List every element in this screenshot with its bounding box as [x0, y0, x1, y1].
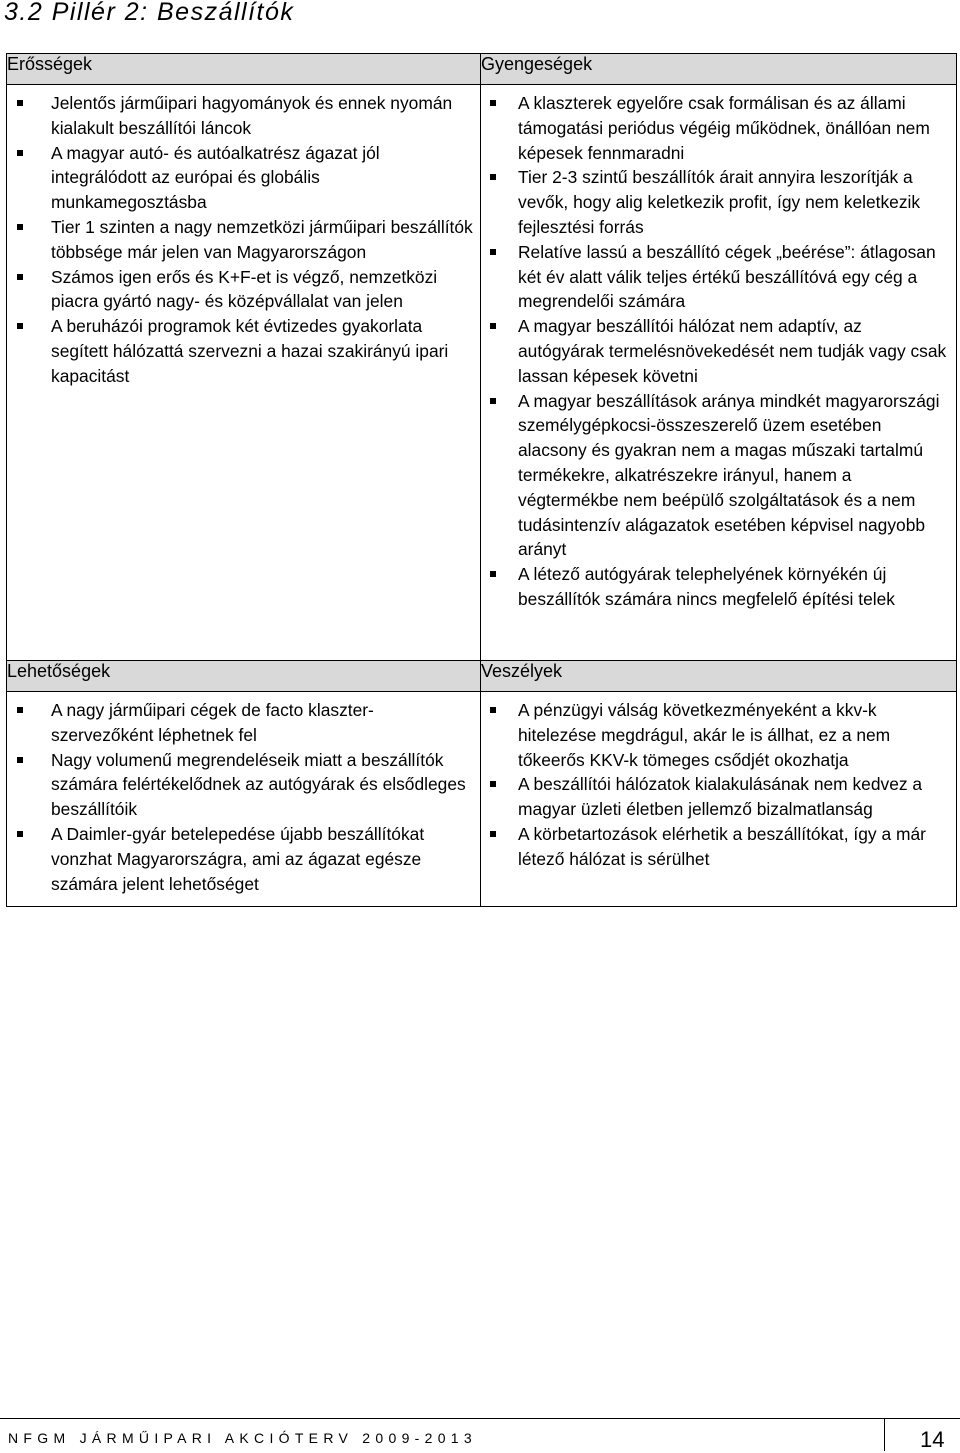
strengths-header [7, 54, 481, 85]
strength-text: A beruházói programok két évtizedes gyakorlata segített hálózattá szervezni a hazai szakirányú ipari kapacitást [51, 316, 449, 386]
bullet-icon [17, 150, 23, 156]
list-item [7, 91, 474, 141]
bullet-icon [490, 100, 496, 106]
list-item [7, 822, 474, 896]
opportunities-cell [7, 692, 481, 907]
threats-list [481, 692, 956, 872]
weakness-text: A létező autógyárak telephelyének környékén új beszállítók számára nincs megfelelő építési telek [518, 564, 895, 609]
bullet-icon [490, 398, 496, 404]
bullet-icon [490, 707, 496, 713]
opportunity-text: A nagy járműipari cégek de facto klaszter-szervezőként léphetnek fel [51, 700, 374, 745]
bullet-icon [490, 781, 496, 787]
list-item [7, 698, 474, 748]
page-number: 14 [920, 1427, 945, 1452]
bullet-icon [17, 323, 23, 329]
opportunities-title: Lehetőségek [7, 661, 111, 681]
list-item [481, 389, 950, 563]
list-item [481, 822, 950, 872]
list-item [7, 314, 474, 388]
weakness-text: Relatíve lassú a beszállító cégek „beérése”: átlagosan két év alatt válik teljes értékű beszállítóvá egy cég a megrendelői számára [518, 241, 936, 312]
strength-text: Tier 1 szinten a nagy nemzetközi járműipari beszállítók többsége már jelen van Magyarországon [51, 216, 473, 262]
bullet-icon [490, 571, 496, 577]
weakness-text: A magyar beszállítások aránya mindkét magyarországi személygépkocsi-összeszerelő üzem esetében alacsony és gyakran nem a magas műszaki tartalmú termékekre, alkatrészekre irányul, hanem a végtermékbe nem beépülő szolgáltatások és a nem tudásintenzív alágazatok esetében képvisel nagyobb arányt [518, 390, 940, 560]
section-title: 3.2 Pillér 2: Beszállítók [4, 0, 295, 26]
opportunity-text: A Daimler-gyár betelepedése újabb beszállítókat vonzhat Magyarországra, ami az ágazat egésze számára jelent lehetőséget [51, 823, 425, 894]
bullet-icon [490, 249, 496, 255]
opportunities-list [7, 692, 480, 896]
opportunities-header [7, 661, 481, 692]
footer-divider [884, 1418, 885, 1451]
list-item [481, 772, 950, 822]
weakness-text: A klaszterek egyelőre csak formálisan és az állami támogatási periódus végéig működnek, önállóan nem képesek fennmaradni [518, 93, 930, 163]
bullet-icon [490, 831, 496, 837]
list-item [7, 215, 474, 265]
strength-text: Számos igen erős és K+F-et is végző, nemzetközi piacra gyártó nagy- és középvállalat van jelen [51, 266, 438, 312]
bullet-icon [17, 757, 23, 763]
bullet-icon [17, 707, 23, 713]
weakness-text: Tier 2-3 szintű beszállítók árait annyira leszorítják a vevők, hogy alig keletkezik profit, így nem keletkezik fejlesztési forrás [518, 167, 921, 237]
threats-title: Veszélyek [481, 661, 563, 681]
list-item [481, 314, 950, 388]
list-item [481, 165, 950, 239]
threat-text: A pénzügyi válság következményeként a kkv-k hitelezése megdrágul, akár le is állhat, ez a nem tőkeerős KKV-k tömeges csődjét okozhatja [518, 700, 891, 770]
threats-cell [481, 692, 957, 907]
footer-rule [0, 1418, 960, 1419]
bullet-icon [17, 100, 23, 106]
opportunity-text: Nagy volumenű megrendeléseik miatt a beszállítók számára felértékelődnek az autógyárak és elsődleges beszállítóik [51, 749, 466, 820]
threats-header [481, 661, 957, 692]
strengths-title: Erősségek [7, 54, 93, 74]
bullet-icon [490, 174, 496, 180]
bullet-icon [17, 274, 23, 280]
weaknesses-cell [481, 85, 957, 661]
strength-text: A magyar autó- és autóalkatrész ágazat jól integrálódott az európai és globális munkamegosztásba [51, 142, 380, 213]
weakness-text: A magyar beszállítói hálózat nem adaptív, az autógyárak termelésnövekedését nem tudják vagy csak lassan képesek követni [518, 316, 947, 386]
list-item [7, 141, 474, 215]
strengths-cell [7, 85, 481, 661]
threat-text: A beszállítói hálózatok kialakulásának nem kedvez a magyar üzleti életben jellemző bizalmatlanság [518, 774, 923, 820]
list-item [481, 91, 950, 165]
list-item [481, 698, 950, 772]
weaknesses-list [481, 85, 956, 612]
strength-text: Jelentős járműipari hagyományok és ennek nyomán kialakult beszállítói láncok [51, 93, 453, 138]
list-item [481, 562, 950, 612]
list-item [7, 265, 474, 315]
footer-text: NFGM JÁRMŰIPARI AKCIÓTERV 2009-2013 [8, 1430, 477, 1446]
bullet-icon [17, 831, 23, 837]
threat-text: A körbetartozások elérhetik a beszállítókat, így a már létező hálózat is sérülhet [518, 823, 926, 869]
bullet-icon [490, 323, 496, 329]
strengths-list [7, 85, 480, 389]
bullet-icon [17, 224, 23, 230]
list-item [7, 748, 474, 822]
swot-table [6, 53, 957, 907]
list-item [481, 240, 950, 314]
weaknesses-title: Gyengeségek [481, 54, 593, 74]
weaknesses-header [481, 54, 957, 85]
